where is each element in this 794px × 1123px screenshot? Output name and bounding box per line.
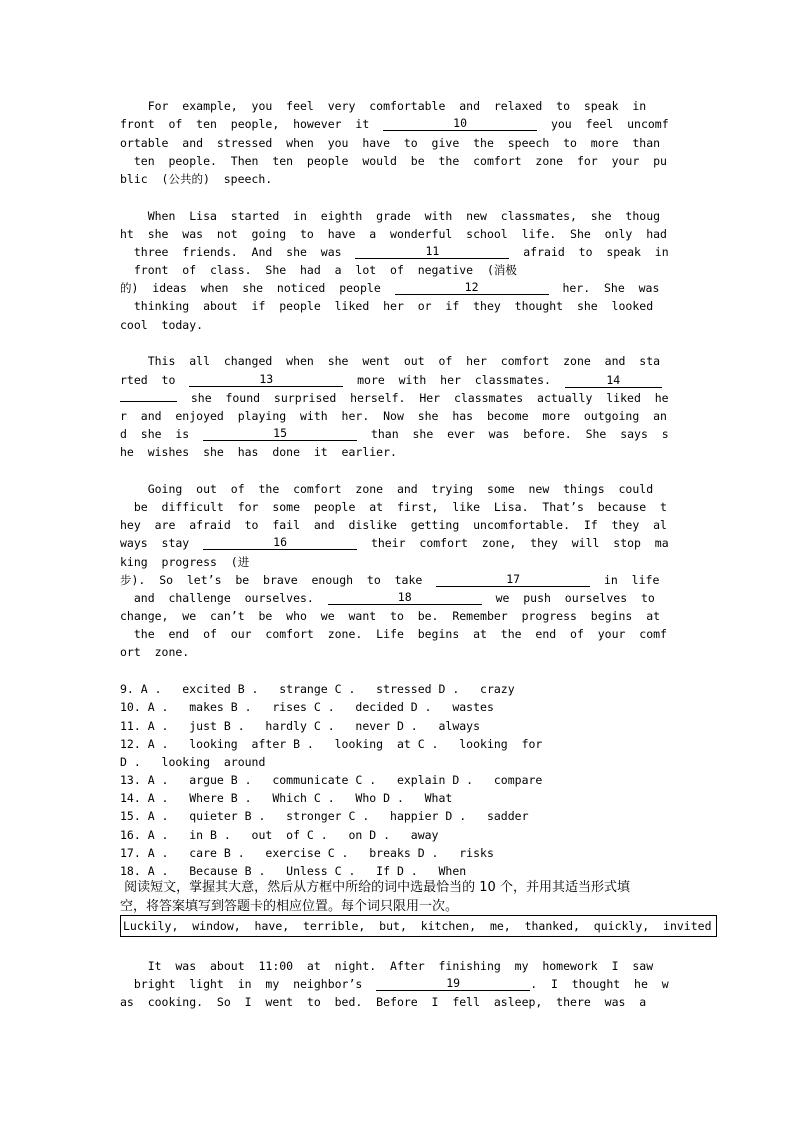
passage-line: ort zone. <box>120 645 190 659</box>
blank-14-continued[interactable] <box>120 401 177 402</box>
passage-line: blic (公共的) speech. <box>120 172 273 186</box>
passage-line: as cooking. So I went to bed. Before I fell asleep, there was a <box>120 995 647 1009</box>
blank-15[interactable]: 15 <box>203 427 357 441</box>
passage-line: change, we can’t be who we want to be. Remember progress begins at <box>120 609 661 623</box>
passage-line: front of class. She had a lot of negative (消极 <box>120 263 517 277</box>
passage-line: she found surprised herself. Her classmates actually liked he <box>120 390 669 406</box>
option-row: 14. A . Where B . Which C . Who D . What <box>120 791 453 805</box>
passage-line: hey are afraid to fail and dislike getting uncomfortable. If they al <box>120 518 667 532</box>
passage-line: the end of our comfort zone. Life begins at the end of your comf <box>120 627 667 641</box>
passage-line: king progress (进 <box>120 555 250 569</box>
blank-13[interactable]: 13 <box>189 373 343 387</box>
option-row: 11. A . just B . hardly C . never D . always <box>120 719 481 733</box>
passage-line: r and enjoyed playing with her. Now she has become more outgoing an <box>120 409 667 423</box>
passage-line: ortable and stressed when you have to give the speech to more than <box>120 136 661 150</box>
option-row: 17. A . care B . exercise C . breaks D . risks <box>120 846 494 860</box>
blank-17[interactable]: 17 <box>436 573 590 587</box>
passage-line: be difficult for some people at first, like Lisa. That’s because t <box>120 500 667 514</box>
passage-line: ways stay 16 their comfort zone, they will stop ma <box>120 535 669 550</box>
option-row: 15. A . quieter B . stronger C . happier D . sadder <box>120 809 529 823</box>
instruction-text: 阅读短文，掌握其大意，然后从方框中所给的词中选最恰当的 10 个，并用其适当形式填 <box>120 880 630 895</box>
passage-line: and challenge ourselves. 18 we push ourselves to <box>120 590 655 605</box>
blank-18[interactable]: 18 <box>328 591 482 605</box>
passage-line: thinking about if people liked her or if they thought she looked <box>120 299 654 313</box>
passage-line: d she is 15 than she ever was before. She says s <box>120 426 669 441</box>
passage-line: he wishes she has done it earlier. <box>120 445 397 459</box>
passage-line: 的) ideas when she noticed people 12 her. She was <box>120 280 660 295</box>
passage-line: This all changed when she went out of her comfort zone and sta <box>120 354 661 368</box>
blank-11[interactable]: 11 <box>355 245 509 259</box>
passage-line: For example, you feel very comfortable and relaxed to speak in <box>120 99 647 113</box>
option-row: 16. A . in B . out of C . on D . away <box>120 828 439 842</box>
option-row: 12. A . looking after B . looking at C . looking for <box>120 737 543 751</box>
blank-10[interactable]: 10 <box>383 117 537 131</box>
blank-19[interactable]: 19 <box>376 977 530 991</box>
passage-line: bright light in my neighbor’s 19 . I thought he w <box>120 976 669 991</box>
passage-line: Going out of the comfort zone and trying some new things could <box>120 482 654 496</box>
option-row: 18. A . Because B . Unless C . If D . When <box>120 864 467 878</box>
word-box: Luckily, window, have, terrible, but, kitchen, me, thanked, quickly, invited <box>120 915 717 937</box>
option-row: D . looking around <box>120 755 266 769</box>
passage-line: front of ten people, however it 10 you feel uncomf <box>120 116 669 131</box>
passage-line: rted to 13 more with her classmates. 14 <box>120 372 662 388</box>
blank-12[interactable]: 12 <box>395 281 549 295</box>
blank-14[interactable]: 14 <box>565 374 662 388</box>
passage-line: three friends. And she was 11 afraid to speak in <box>120 244 669 259</box>
passage-line: When Lisa started in eighth grade with new classmates, she thoug <box>120 209 661 223</box>
passage-line: cool today. <box>120 318 204 332</box>
passage-line: It was about 11:00 at night. After finishing my homework I saw <box>120 959 654 973</box>
passage-line: ten people. Then ten people would be the comfort zone for your pu <box>120 154 667 168</box>
passage-line: 步). So let’s be brave enough to take 17 in life <box>120 572 660 587</box>
option-row: 13. A . argue B . communicate C . explain D . compare <box>120 773 543 787</box>
passage-line: ht she was not going to have a wonderful school life. She only had <box>120 227 667 241</box>
option-row: 9. A . excited B . strange C . stressed D . crazy <box>120 682 515 696</box>
option-row: 10. A . makes B . rises C . decided D . wastes <box>120 700 494 714</box>
instruction-text: 空，将答案填写到答题卡的相应位置。每个词只限用一次。 <box>120 899 459 914</box>
blank-16[interactable]: 16 <box>203 536 357 550</box>
